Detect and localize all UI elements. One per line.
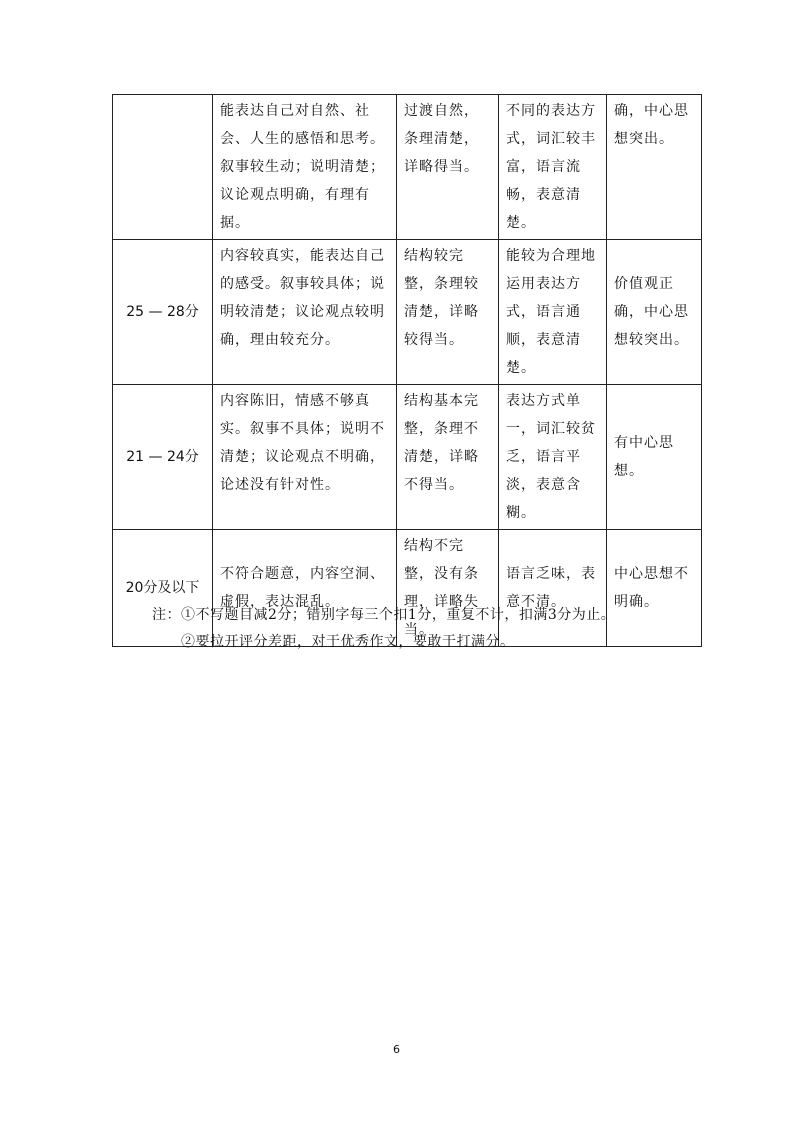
rubric-row bbox=[113, 240, 702, 385]
note-line-2: ②要拉开评分差距，对于优秀作文，要敢于打满分。 bbox=[181, 634, 515, 650]
rubric-row bbox=[113, 95, 702, 240]
page-number: 6 bbox=[393, 1043, 400, 1056]
grade-range: 25 — 28分 bbox=[113, 240, 213, 385]
grade-range: 21 — 24分 bbox=[113, 385, 213, 530]
expression-criteria: 表达方式单一，词汇较贫乏，语言平淡，表意含糊。 bbox=[499, 385, 607, 530]
theme-criteria: 中心思想不明确。 bbox=[607, 530, 702, 647]
content-criteria: 能表达自己对自然、社会、人生的感悟和思考。叙事较生动；说明清楚；议论观点明确，有理有据。 bbox=[213, 95, 397, 240]
scoring-rubric-table bbox=[112, 94, 702, 647]
scoring-notes bbox=[152, 602, 615, 656]
theme-criteria: 价值观正确，中心思想较突出。 bbox=[607, 240, 702, 385]
rubric-row bbox=[113, 385, 702, 530]
structure-criteria: 结构基本完整，条理不清楚，详略不得当。 bbox=[397, 385, 499, 530]
expression-criteria: 能较为合理地运用表达方式，语言通顺，表意清楚。 bbox=[499, 240, 607, 385]
structure-criteria: 结构较完整，条理较清楚，详略较得当。 bbox=[397, 240, 499, 385]
note-line-1: 注：①不写题目减2分；错别字每三个扣1分，重复不计，扣满3分为止。 bbox=[152, 607, 616, 623]
content-criteria: 内容陈旧，情感不够真实。叙事不具体；说明不清楚；议论观点不明确，论述没有针对性。 bbox=[213, 385, 397, 530]
expression-criteria: 语言乏味，表意不清。 bbox=[499, 530, 607, 647]
theme-criteria: 确，中心思想突出。 bbox=[607, 95, 702, 240]
expression-criteria: 不同的表达方式，词汇较丰富，语言流畅，表意清楚。 bbox=[499, 95, 607, 240]
content-criteria: 内容较真实，能表达自己的感受。叙事较具体；说明较清楚；议论观点较明确，理由较充分。 bbox=[213, 240, 397, 385]
theme-criteria: 有中心思想。 bbox=[607, 385, 702, 530]
grade-range: 20分及以下 bbox=[113, 530, 213, 647]
grade-range bbox=[113, 95, 213, 240]
structure-criteria: 结构不完整，没有条理，详略失当。 bbox=[397, 530, 499, 647]
structure-criteria: 过渡自然，条理清楚，详略得当。 bbox=[397, 95, 499, 240]
content-criteria: 不符合题意，内容空洞、虚假，表达混乱。 bbox=[213, 530, 397, 647]
